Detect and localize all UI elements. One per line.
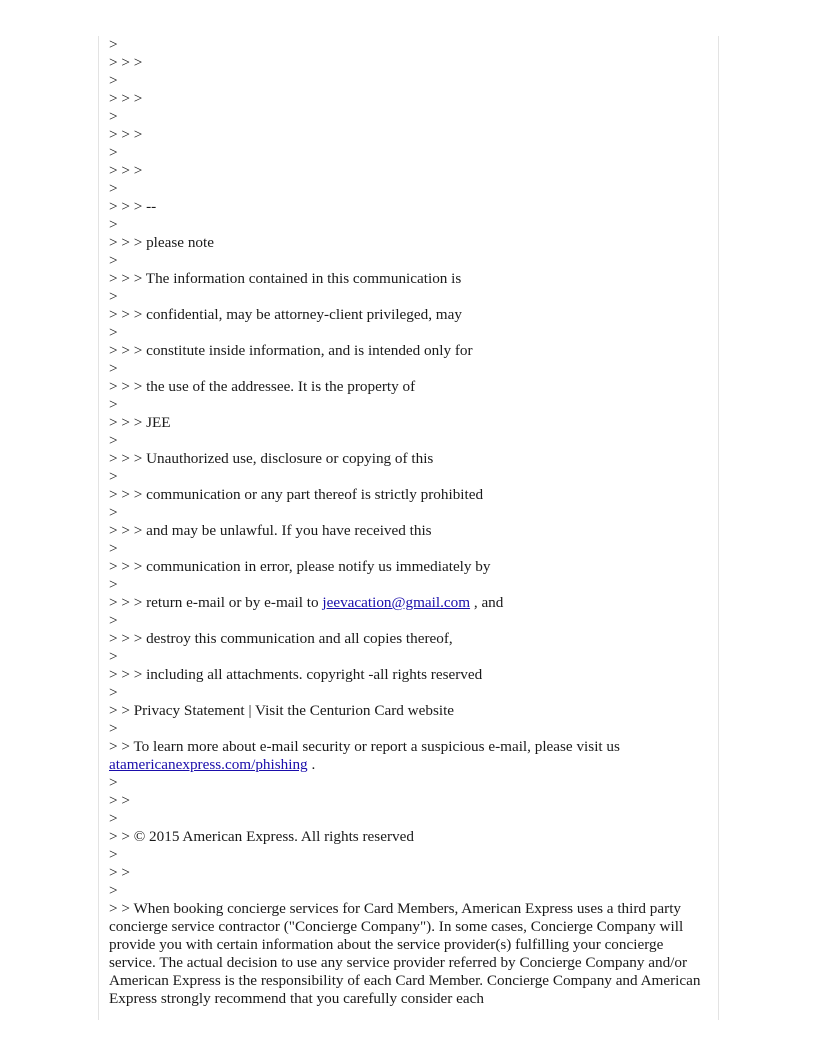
privacy-statement-line: > > Privacy Statement | Visit the Centurion Card website	[109, 702, 455, 719]
quote-line: >	[109, 612, 118, 629]
quote-line: >	[109, 180, 118, 197]
copyright-line: > > © 2015 American Express. All rights reserved	[109, 828, 414, 845]
quote-line: >	[109, 684, 118, 701]
quote-line: > > >	[109, 90, 143, 107]
quote-line: > > >	[109, 162, 143, 179]
quote-line: > > > constitute inside information, and is intended only for	[109, 342, 473, 359]
quote-line: >	[109, 576, 118, 593]
quote-line: > > > confidential, may be attorney-client privileged, may	[109, 306, 462, 323]
quote-line: >	[109, 108, 118, 125]
quote-line: > > > --	[109, 198, 157, 215]
return-email-line	[109, 594, 709, 612]
quote-line: >	[109, 432, 118, 449]
quote-line: >	[109, 216, 118, 233]
quote-line: >	[109, 720, 118, 737]
quote-line: > > > Unauthorized use, disclosure or copying of this	[109, 450, 434, 467]
phishing-link[interactable]: atamericanexpress.com/phishing	[109, 756, 308, 773]
quote-line: >	[109, 540, 118, 557]
security-notice-line	[109, 738, 709, 774]
email-body	[109, 36, 709, 1008]
quote-line: >	[109, 72, 118, 89]
quote-line: >	[109, 882, 118, 899]
quote-line: > > > please note	[109, 234, 214, 251]
quote-line: > > > including all attachments. copyright -all rights reserved	[109, 666, 483, 683]
quote-line: > > > communication or any part thereof is strictly prohibited	[109, 486, 484, 503]
return-email-suffix: , and	[470, 594, 504, 611]
quote-line: >	[109, 360, 118, 377]
quote-line: >	[109, 774, 118, 791]
quote-line: > > > JEE	[109, 414, 171, 431]
quote-line: > > > destroy this communication and all copies thereof,	[109, 630, 453, 647]
quote-line: >	[109, 288, 118, 305]
quote-line: > > > the use of the addressee. It is the property of	[109, 378, 416, 395]
quote-line: >	[109, 648, 118, 665]
quote-line: >	[109, 324, 118, 341]
return-email-prefix: > > > return e-mail or by e-mail to	[109, 594, 323, 611]
security-notice-prefix: > > To learn more about e-mail security or report a suspicious e-mail, please visit us	[109, 738, 624, 755]
quote-line: >	[109, 810, 118, 827]
quote-line: >	[109, 846, 118, 863]
quote-line: >	[109, 468, 118, 485]
document-page	[98, 36, 719, 1020]
quote-line: > > >	[109, 126, 143, 143]
quote-line: >	[109, 396, 118, 413]
quote-line: >	[109, 252, 118, 269]
concierge-disclaimer-paragraph: > > When booking concierge services for Card Members, American Express uses a third party concierge service contractor ("Concierge Company"). In some cases, Concierge Company will provide you with certain information about the service provider(s) fulfilling your concierge service. The actual decision to use any service provider referred by Concierge Company and/or American Express is the responsibility of each Card Member. Concierge Company and American Express strongly recommend that you carefully consider each	[109, 900, 705, 1007]
quote-line: > >	[109, 792, 130, 809]
email-link[interactable]: jeevacation@gmail.com	[322, 594, 471, 611]
quote-line: > > > and may be unlawful. If you have received this	[109, 522, 432, 539]
quote-line: > > >	[109, 54, 143, 71]
quote-line: >	[109, 36, 118, 53]
quote-line: >	[109, 504, 118, 521]
quote-line: >	[109, 144, 118, 161]
security-notice-suffix: .	[307, 756, 316, 773]
quote-line: > > > communication in error, please notify us immediately by	[109, 558, 491, 575]
quote-line: > > > The information contained in this communication is	[109, 270, 462, 287]
quote-line: > >	[109, 864, 130, 881]
